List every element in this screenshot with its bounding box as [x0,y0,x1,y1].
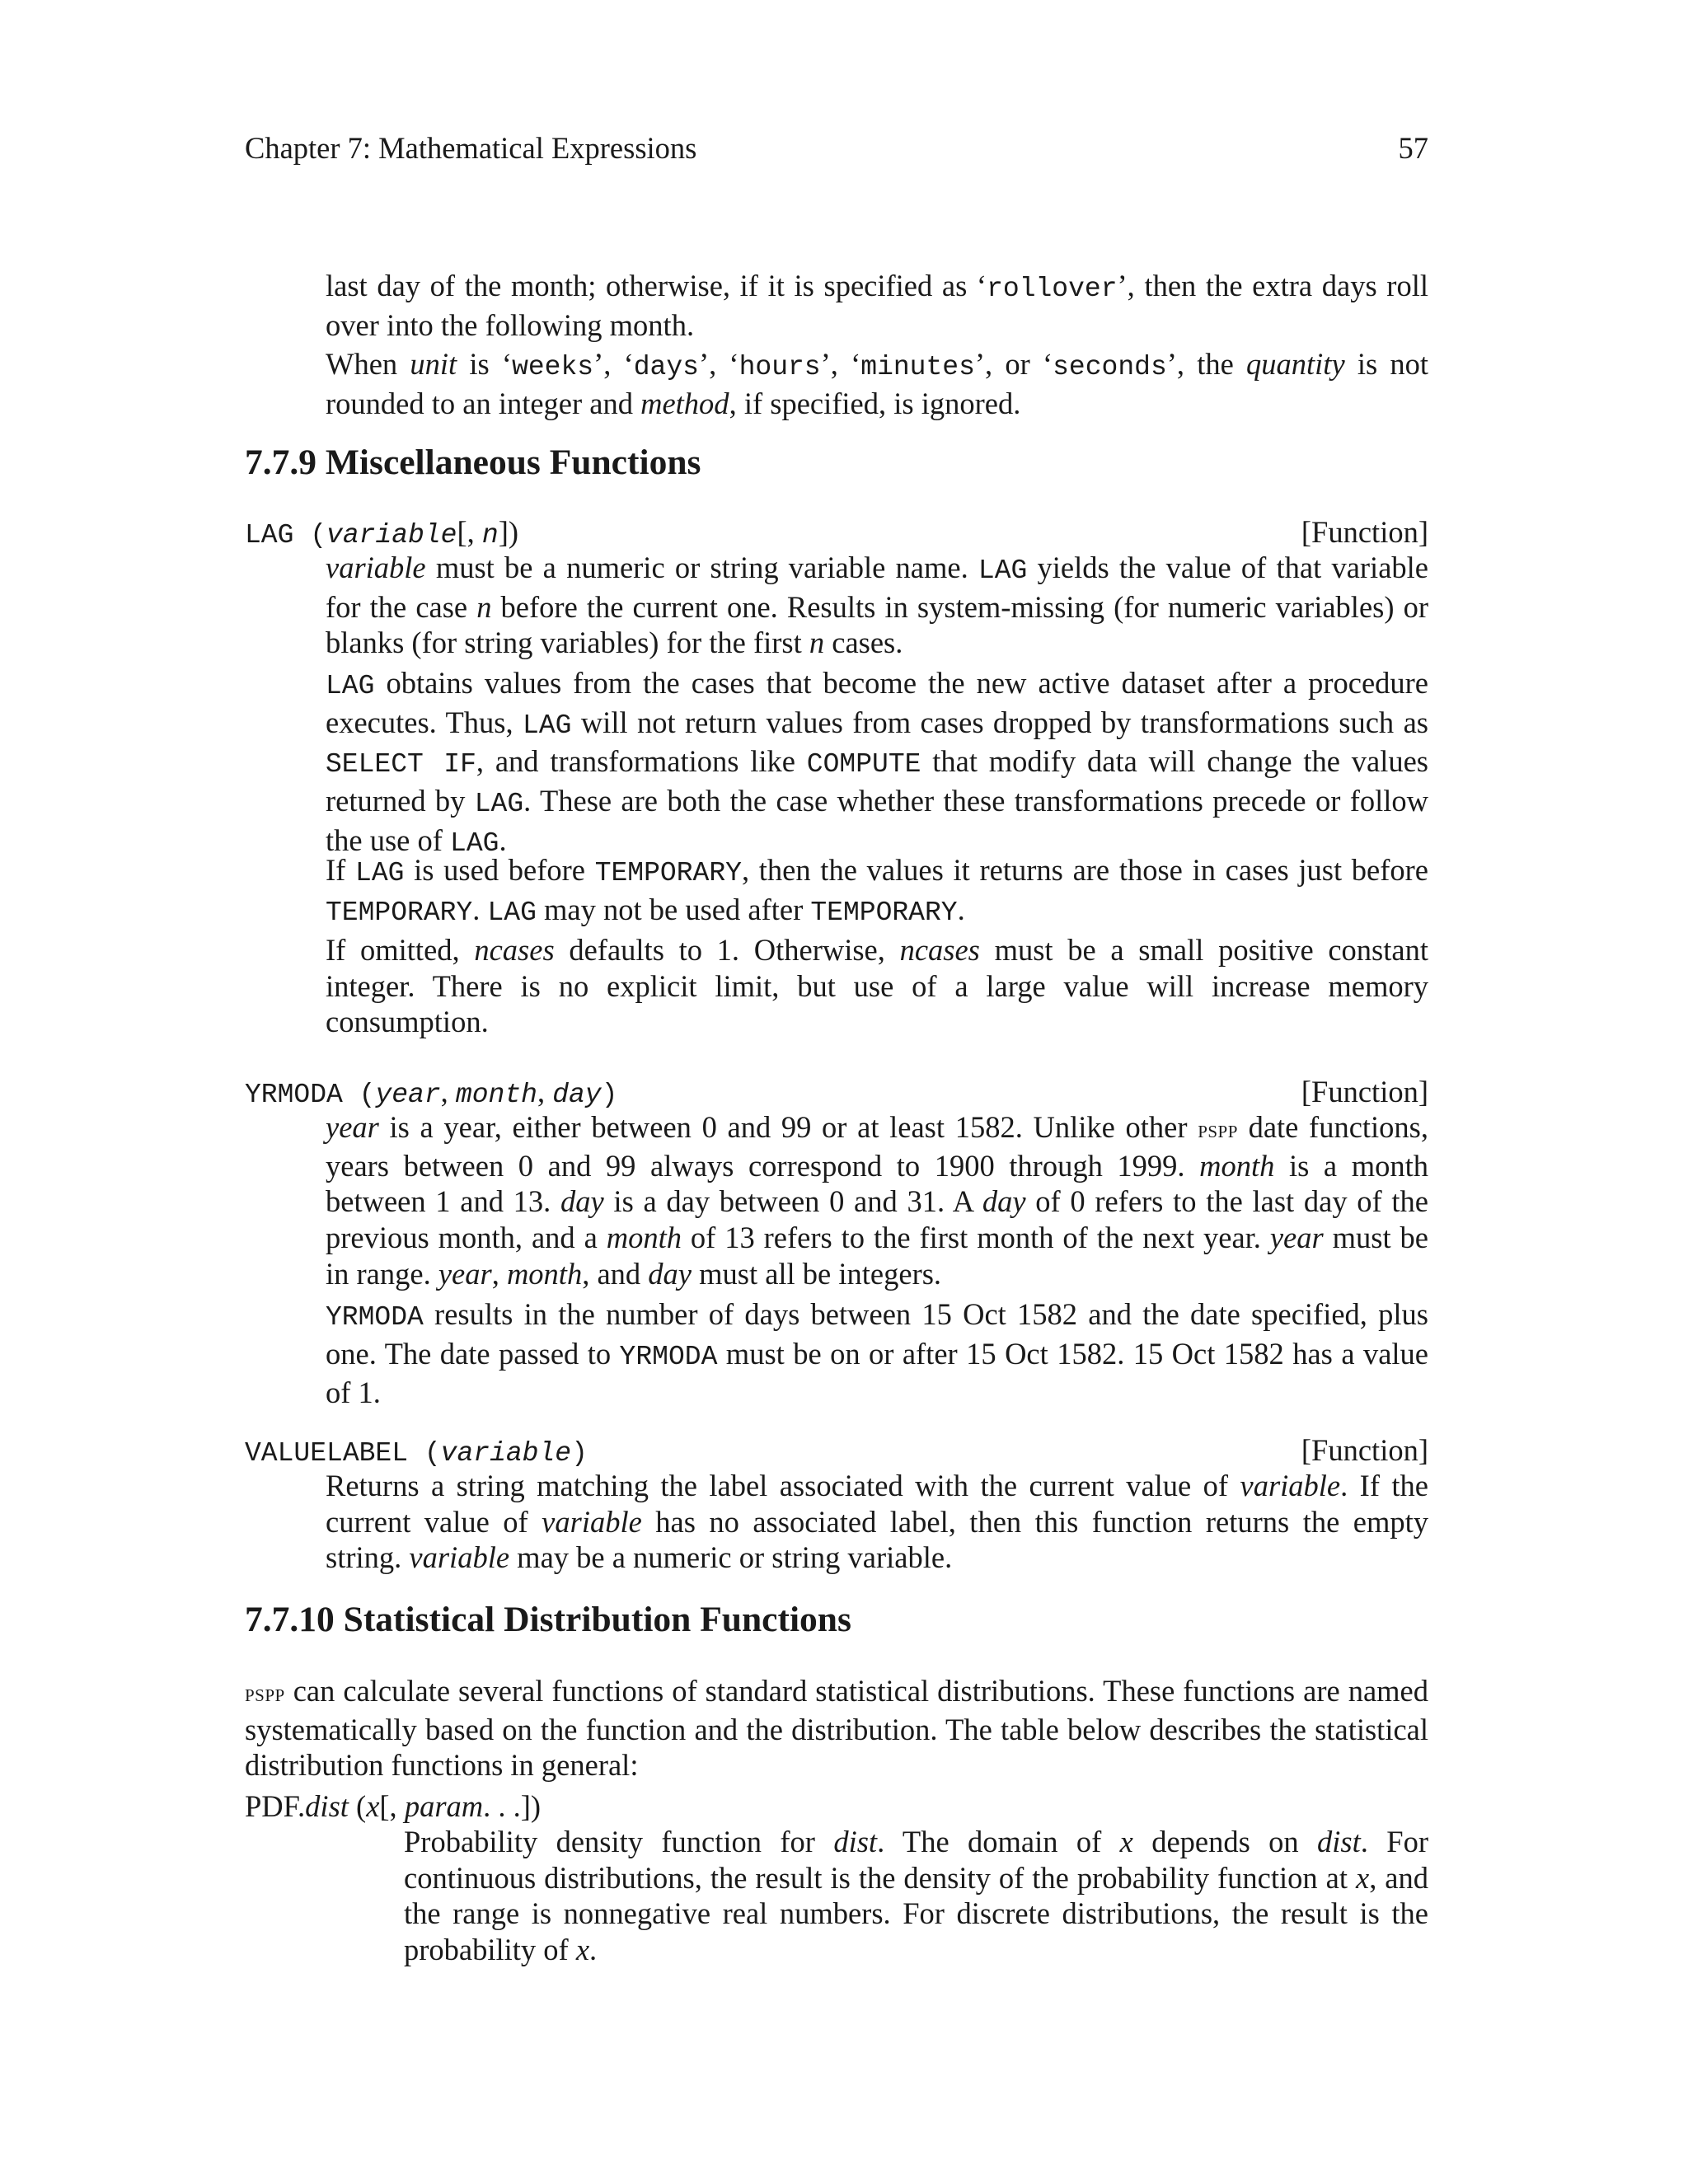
yrmoda-paragraph-2: YRMODA results in the number of days between 15 Oct 1582 and the date specified, plus one. The date passed to YRMODA must be on or after 15 Oct 1582. 15 Oct 1582 has a value of 1. [326,1297,1428,1410]
function-category: [Function] [1301,1433,1428,1467]
lag-paragraph-4: If omitted, ncases defaults to 1. Otherwise, ncases must be a small positive constant integer. There is no explicit limit, but use of a large value will increase memory consumption. [326,933,1428,1039]
valuelabel-definition-line [245,1432,1428,1472]
valuelabel-signature: VALUELABEL (variable) [245,1438,588,1469]
section-heading-7-7-10: 7.7.10 Statistical Distribution Functions [245,1600,851,1639]
page-number: 57 [1398,131,1428,165]
lag-paragraph-1: variable must be a numeric or string variable name. LAG yields the value of that variable for the case n before the current one. Results in system-missing (for numeric variables) or blanks (for string variables) for the first n cases. [326,551,1428,660]
function-category: [Function] [1301,1075,1428,1108]
valuelabel-paragraph-1: Returns a string matching the label associated with the current value of variable. If the current value of variable has no associated label, then this function returns the empty string. variable may be a numeric or string variable. [326,1469,1428,1575]
continuation-paragraph-1: last day of the month; otherwise, if it is specified as ‘rollover’, then the extra days roll over into the following month. [326,269,1428,342]
lag-definition-line [245,514,1428,554]
yrmoda-signature: YRMODA (year, month, day) [245,1075,618,1110]
pdf-signature: PDF.dist (x[, param. . .]) [245,1789,542,1823]
yrmoda-paragraph-1: year is a year, either between 0 and 99 or at least 1582. Unlike other pspp date functions, years between 0 and 99 always correspond to 1900 through 1999. month is a month between 1 and 13. day is a day between 0 and 31. A day of 0 refers to the last day of the previous month, and a month of 13 refers to the first month of the next year. year must be in range. year, month, and day must all be integers. [326,1110,1429,1291]
lag-paragraph-3: If LAG is used before TEMPORARY, then the values it returns are those in cases just before TEMPORARY. LAG may not be used after TEMPORARY. [326,853,1429,928]
section-heading-7-7-9: 7.7.9 Miscellaneous Functions [245,443,701,482]
function-category: [Function] [1301,515,1428,549]
chapter-title: Chapter 7: Mathematical Expressions [245,131,697,165]
continuation-paragraph-2: When unit is ‘weeks’, ‘days’, ‘hours’, ‘minutes’, or ‘seconds’, the quantity is not rounded to an integer and method, if specified, is ignored. [326,347,1429,420]
yrmoda-definition-line [245,1074,1428,1113]
running-header [245,130,1428,166]
pdf-definition-line [245,1788,1428,1825]
lag-signature: LAG (variable[, n]) [245,515,518,551]
pdf-paragraph-1: Probability density function for dist. The domain of x depends on dist. For continuous distributions, the result is the density of the probability function at x, and the range is nonnegative real numbers. For discrete distributions, the result is the probability of x. [404,1825,1429,1967]
distribution-intro-paragraph: pspp can calculate several functions of standard statistical distributions. These functions are named systematically based on the function and the distribution. The table below describes the statistical distribution functions in general: [245,1674,1428,1783]
lag-paragraph-2: LAG obtains values from the cases that become the new active dataset after a procedure executes. Thus, LAG will not return values from cases dropped by transformations such as SELECT IF, and transformations like COMPUTE that modify data will change the values returned by LAG. These are both the case whether these transformations precede or follow the use of LAG. [326,666,1428,859]
